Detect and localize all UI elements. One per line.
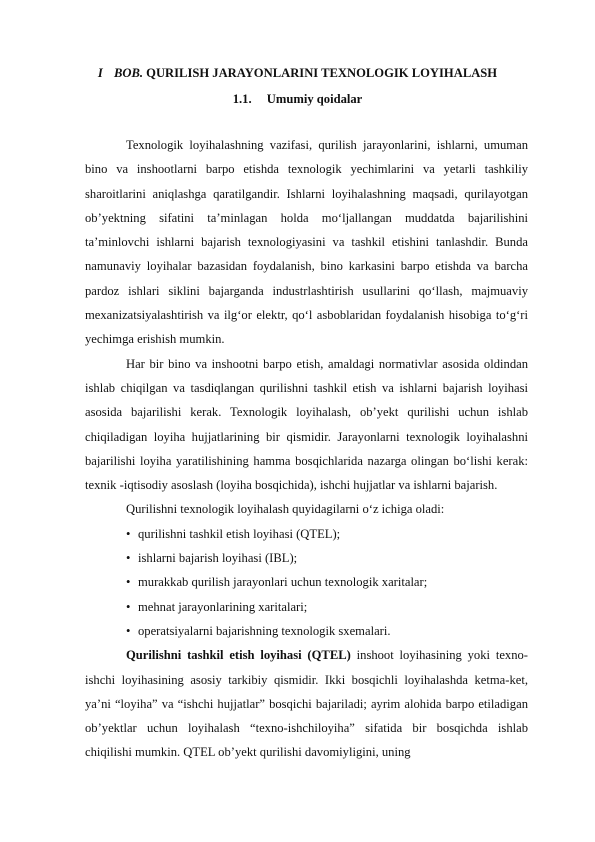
list-item-text: ishlarni bajarish loyihasi (IBL); (138, 551, 298, 566)
paragraph-3: Qurilishni texnologik loyihalash quyidagilarni o‘z ichiga oladi: (126, 502, 445, 517)
paragraph-4 (85, 643, 528, 764)
bullet-marker: • (126, 551, 131, 566)
bullet-marker: • (126, 623, 131, 638)
list-item (85, 546, 528, 570)
body-text (85, 133, 528, 765)
chapter-number: I (97, 66, 103, 80)
paragraph-4-bold-lead: Qurilishni tashkil etish loyihasi (QTEL) (126, 648, 351, 663)
bullet-marker: • (126, 599, 131, 614)
paragraph-2: Har bir bino va inshootni barpo etish, amaldagi normativlar asosida oldindan ishlab chiqilgan va tasdiqlangan qurilishni tashkil etish va ishlarni bajarish loyihasi asosida bajarilishi kerak. Texnologik loyihalash, ob’yekt qurilishi uchun ishlab chiqiladigan loyiha hujjatlarining bir qismidir. Jarayonlarni texnologik loyihalashni bajarilishi loyiha yaratilishining hamma bosqichlarida nazarga olingan bo‘lishi kerak: texnik -iqtisodiy asoslash (loyiha bosqichida), ishchi hujjatlar va ishlarni bajarish. (85, 356, 528, 493)
list-item (85, 595, 528, 619)
list-item-text: qurilishni tashkil etish loyihasi (QTEL); (138, 526, 341, 541)
list-item (85, 570, 528, 594)
section-number: 1.1. (232, 92, 252, 106)
list-item-text: operatsiyalarni bajarishning texnologik sxemalari. (138, 623, 391, 638)
list-item-text: mehnat jarayonlarining xaritalari; (138, 599, 308, 614)
list-item-text: murakkab qurilish jarayonlari uchun texnologik xaritalar; (138, 575, 428, 590)
chapter-heading (0, 66, 595, 81)
paragraph-4-text: inshoot loyihasining yoki texno-ishchi loyihasining asosiy tarkibiy qismidir. Ikki bosqichli loyihalashda ketma-ket, ya’ni “loyiha” va “ishchi hujjatlar” bosqichi bajariladi; ayrim alohida barpo etiladigan ob’yektlar uchun loyihalash “texno-ishchiloyiha” sifatida bir bosqichda ishlab chiqilishi mumkin. QTEL ob’yekt qurilishi davomiyligini, uning (85, 648, 529, 760)
section-title: Umumiy qoidalar (266, 92, 363, 106)
list-item (85, 522, 528, 546)
chapter-title: QURILISH JARAYONLARINI TEXNOLOGIK LOYIHALASH (146, 66, 498, 80)
bullet-marker: • (126, 575, 131, 590)
paragraph-1: Texnologik loyihalashning vazifasi, qurilish jarayonlarini, ishlarni, umuman bino va inshootlarni barpo etishda texnologik yechimlarini va yetarli tashkiliy sharoitlarini aniqlashga qaratilgandir. Ishlarni loyihalashning maqsadi, qurilayotgan ob’yektning sifatini ta’minlagan holda mo‘ljallangan muddatda bajarilishini ta’minlovchi ishlarni bajarish texnologiyasini va tashkil etishini tanlashdir. Bunda namunaviy loyihalar bazasidan foydalanish, bino karkasini barpo etishda va barcha pardoz ishlari siklini bajarganda industrlashtirish usullarini qo‘llash, majmuaviy mexanizatsiyalashtirish va ilg‘or elektr, qo‘l asboblaridan foydalanish hisobiga to‘g‘ri yechimga erishish mumkin. (85, 138, 528, 347)
list-item (85, 619, 528, 643)
chapter-bob-label: BOB. (113, 66, 143, 80)
bullet-marker: • (126, 526, 131, 541)
section-heading (0, 92, 595, 107)
bullet-list (85, 522, 528, 643)
